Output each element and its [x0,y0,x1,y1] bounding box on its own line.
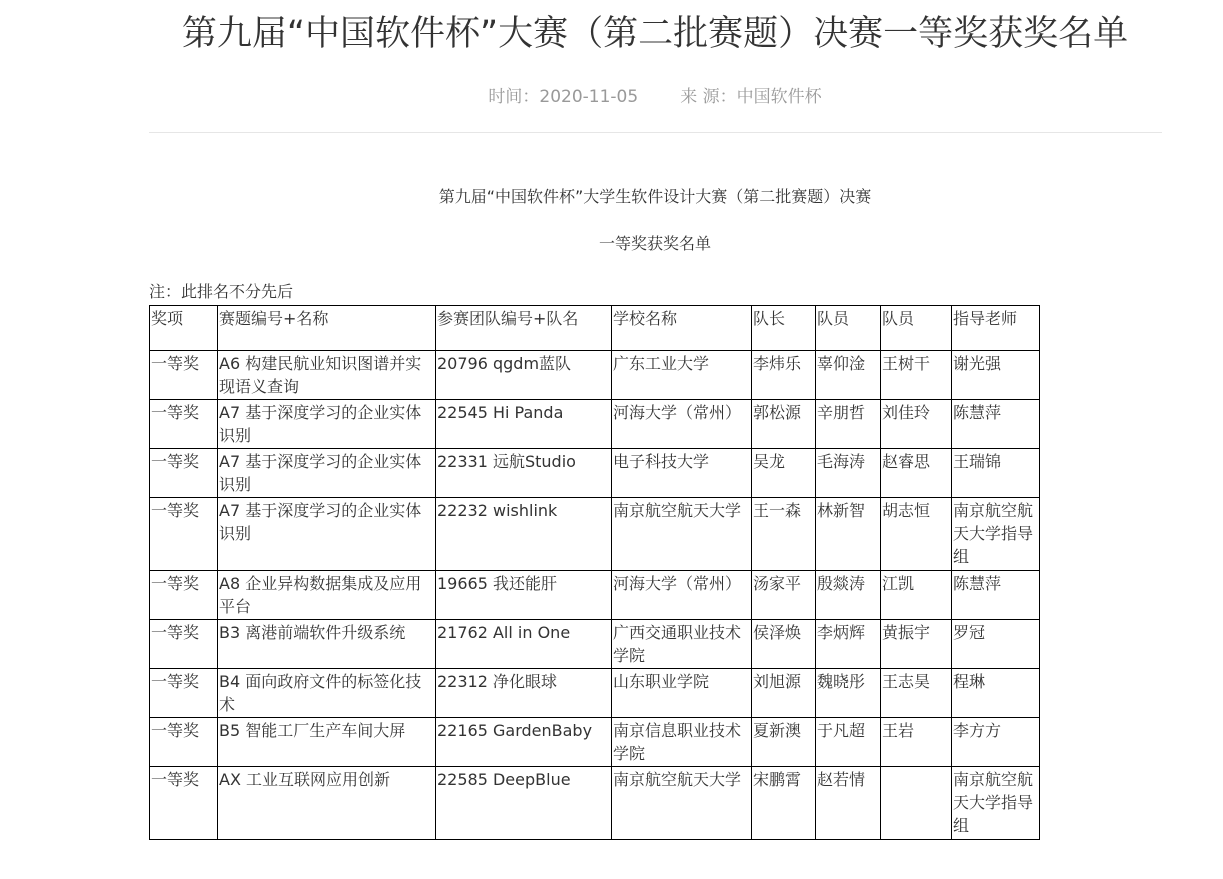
header-cell: 队长 [752,306,816,351]
table-cell: 汤家平 [752,571,816,620]
page-title: 第九届“中国软件杯”大赛（第二批赛题）决赛一等奖获奖名单 [181,14,1129,54]
table-cell: 南京航空航天大学指导组 [952,767,1040,840]
table-cell: AX 工业互联网应用创新 [218,767,436,840]
table-cell: 20796 qgdm蓝队 [436,351,612,400]
table-cell: 谢光强 [952,351,1040,400]
ranking-note: 注：此排名不分先后 [149,282,294,301]
table-cell: 王一森 [752,498,816,571]
table-cell: 林新智 [816,498,881,571]
header-cell: 赛题编号+名称 [218,306,436,351]
table-row [150,669,1040,718]
table-row [150,620,1040,669]
table-cell: B5 智能工厂生产车间大屏 [218,718,436,767]
table-cell: 陈慧萍 [952,571,1040,620]
table-cell: 黄振宇 [881,620,952,669]
table-cell: A6 构建民航业知识图谱并实现语义查询 [218,351,436,400]
table-cell: A8 企业异构数据集成及应用平台 [218,571,436,620]
table-cell [881,767,952,840]
table-cell: 魏晓彤 [816,669,881,718]
table-row [150,449,1040,498]
table-row [150,767,1040,840]
table-cell: 19665 我还能肝 [436,571,612,620]
table-cell: 侯泽焕 [752,620,816,669]
table-cell: 22545 Hi Panda [436,400,612,449]
table-cell: A7 基于深度学习的企业实体识别 [218,400,436,449]
award-table [149,305,1040,840]
table-cell: 一等奖 [150,669,218,718]
table-cell: 夏新澳 [752,718,816,767]
table-cell: 22585 DeepBlue [436,767,612,840]
table-cell: 南京航空航天大学 [612,767,752,840]
table-cell: 李方方 [952,718,1040,767]
table-cell: 胡志恒 [881,498,952,571]
table-cell: 殷燚涛 [816,571,881,620]
table-cell: 22312 净化眼球 [436,669,612,718]
table-cell: 河海大学（常州） [612,571,752,620]
table-cell: 王岩 [881,718,952,767]
table-cell: 辜仰淦 [816,351,881,400]
table-cell: 辛朋哲 [816,400,881,449]
table-cell: 南京航空航天大学 [612,498,752,571]
article-meta [0,82,1223,107]
table-cell: 一等奖 [150,718,218,767]
header-cell: 队员 [881,306,952,351]
table-cell: 于凡超 [816,718,881,767]
table-cell: 郭松源 [752,400,816,449]
table-cell: 赵若情 [816,767,881,840]
table-cell: 一等奖 [150,351,218,400]
table-cell: A7 基于深度学习的企业实体识别 [218,449,436,498]
article-source: 来 源：中国软件杯 [680,87,822,107]
table-cell: B4 面向政府文件的标签化技术 [218,669,436,718]
table-row [150,351,1040,400]
table-cell: 李炳辉 [816,620,881,669]
table-cell: 刘佳玲 [881,400,952,449]
table-header-row [150,306,1040,351]
header-cell: 指导老师 [952,306,1040,351]
table-cell: B3 离港前端软件升级系统 [218,620,436,669]
table-cell: 刘旭源 [752,669,816,718]
publish-time: 时间：2020-11-05 [488,87,639,107]
table-cell: 李炜乐 [752,351,816,400]
table-cell: 南京信息职业技术学院 [612,718,752,767]
table-cell: 22232 wishlink [436,498,612,571]
table-row [150,571,1040,620]
table-row [150,718,1040,767]
table-cell: 河海大学（常州） [612,400,752,449]
table-cell: 山东职业学院 [612,669,752,718]
header-cell: 奖项 [150,306,218,351]
table-cell: 广东工业大学 [612,351,752,400]
table-row [150,400,1040,449]
header-cell: 队员 [816,306,881,351]
header-divider [149,132,1162,133]
table-cell: 一等奖 [150,449,218,498]
table-cell: 22331 远航Studio [436,449,612,498]
table-cell: 王树干 [881,351,952,400]
table-cell: 21762 All in One [436,620,612,669]
content-subtitle-award: 一等奖获奖名单 [598,234,711,253]
table-cell: 吴龙 [752,449,816,498]
table-cell: 电子科技大学 [612,449,752,498]
table-cell: A7 基于深度学习的企业实体识别 [218,498,436,571]
table-cell: 毛海涛 [816,449,881,498]
table-cell: 江凯 [881,571,952,620]
table-cell: 宋鹏霄 [752,767,816,840]
table-cell: 一等奖 [150,498,218,571]
table-cell: 王志昊 [881,669,952,718]
table-cell: 南京航空航天大学指导组 [952,498,1040,571]
table-cell: 一等奖 [150,571,218,620]
table-cell: 广西交通职业技术学院 [612,620,752,669]
table-cell: 罗冠 [952,620,1040,669]
table-cell: 赵睿思 [881,449,952,498]
table-row [150,498,1040,571]
table-cell: 程琳 [952,669,1040,718]
table-cell: 陈慧萍 [952,400,1040,449]
header-cell: 参赛团队编号+队名 [436,306,612,351]
table-cell: 一等奖 [150,400,218,449]
table-cell: 22165 GardenBaby [436,718,612,767]
table-cell: 一等奖 [150,767,218,840]
content-subtitle: 第九届“中国软件杯”大学生软件设计大赛（第二批赛题）决赛 [438,187,872,206]
table-cell: 王瑞锦 [952,449,1040,498]
table-cell: 一等奖 [150,620,218,669]
header-cell: 学校名称 [612,306,752,351]
